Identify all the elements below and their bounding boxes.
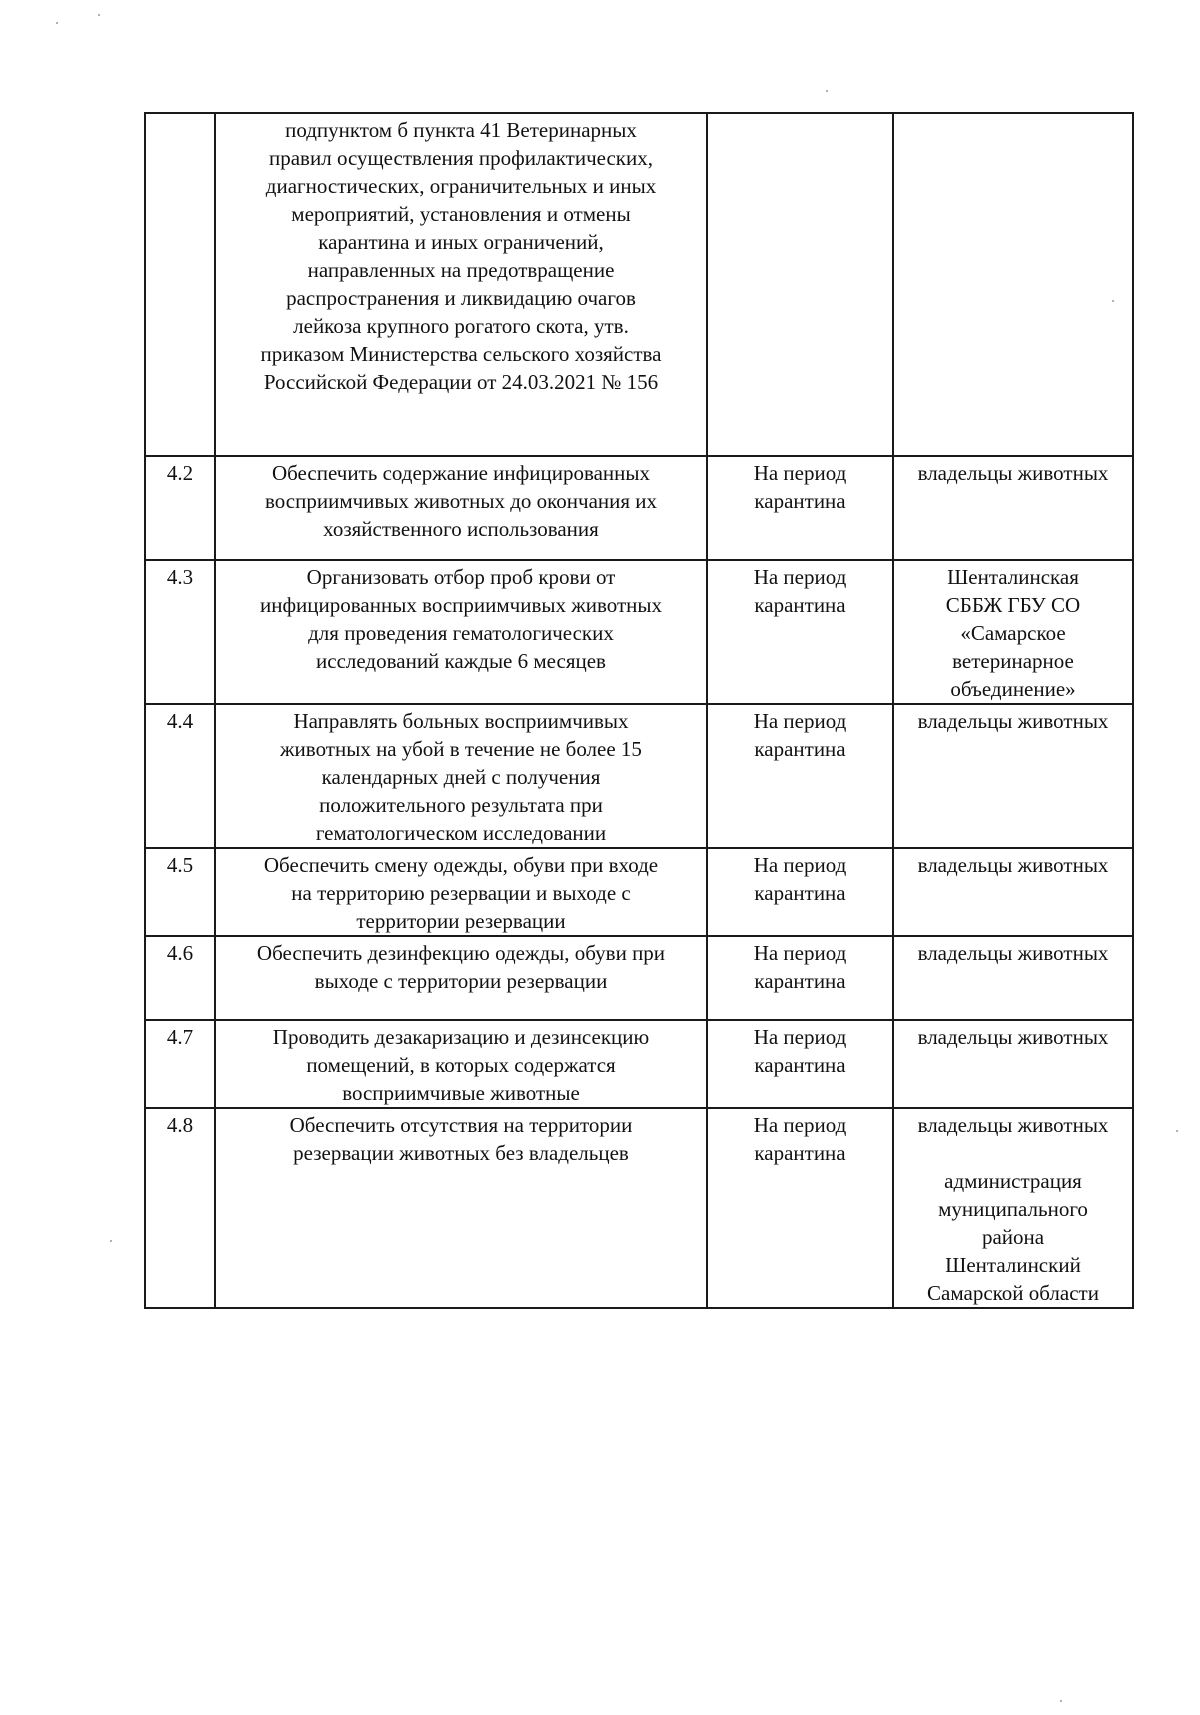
responsible-cell	[893, 1108, 1133, 1308]
term-cell-line: На период	[753, 941, 847, 965]
task-cell-line: инфицированных восприимчивых животных	[259, 593, 663, 617]
row-number	[145, 113, 215, 456]
task-cell-line: положительного результата при	[319, 793, 603, 817]
term-cell-line: карантина	[754, 489, 846, 513]
task-cell-line: на территорию резервации и выходе с	[291, 881, 631, 905]
term-cell-line: карантина	[754, 969, 846, 993]
task-cell-line: территории резервации	[356, 909, 566, 933]
responsible-cell-line: владельцы животных	[917, 853, 1109, 877]
term-cell	[707, 1020, 893, 1108]
task-cell	[215, 848, 707, 936]
responsible-cell-line: владельцы животных	[917, 1113, 1109, 1137]
responsible-cell-line: владельцы животных	[917, 461, 1109, 485]
task-cell-line: лейкоза крупного рогатого скота, утв.	[293, 314, 629, 338]
task-cell-line: правил осуществления профилактических,	[269, 146, 653, 170]
responsible-cell-line: Шенталинский	[945, 1253, 1081, 1277]
task-cell-line: помещений, в которых содержатся	[306, 1053, 616, 1077]
row-number: 4.5	[145, 848, 215, 936]
task-cell-line: исследований каждые 6 месяцев	[316, 649, 606, 673]
table-row	[145, 848, 1133, 936]
table-row	[145, 704, 1133, 848]
table-row	[145, 456, 1133, 560]
responsible-cell-line	[898, 1139, 1128, 1167]
responsible-cell	[893, 848, 1133, 936]
term-cell-line: На период	[753, 565, 847, 589]
task-cell	[215, 1020, 707, 1108]
task-cell	[215, 560, 707, 704]
responsible-cell-line: объединение»	[950, 677, 1076, 701]
task-cell-line: направленных на предотвращение	[307, 258, 615, 282]
responsible-cell	[893, 456, 1133, 560]
row-number: 4.8	[145, 1108, 215, 1308]
row-number: 4.4	[145, 704, 215, 848]
scan-speck	[1060, 1700, 1062, 1702]
task-cell-line: календарных дней с получения	[321, 765, 601, 789]
task-cell	[215, 704, 707, 848]
task-cell-line: приказом Министерства сельского хозяйства	[260, 342, 662, 366]
task-cell-line: выходе с территории резервации	[314, 969, 608, 993]
task-cell-line: животных на убой в течение не более 15	[280, 737, 642, 761]
responsible-cell-line: владельцы животных	[917, 709, 1109, 733]
responsible-cell	[893, 560, 1133, 704]
task-cell	[215, 456, 707, 560]
responsible-cell	[893, 1020, 1133, 1108]
row-number: 4.7	[145, 1020, 215, 1108]
task-cell-line: восприимчивых животных до окончания их	[264, 489, 658, 513]
responsible-cell-line: ветеринарное	[952, 649, 1074, 673]
scan-speck	[98, 14, 100, 16]
task-cell-line: Обеспечить отсутствия на территории	[289, 1113, 633, 1137]
term-cell-line: На период	[753, 853, 847, 877]
responsible-cell	[893, 113, 1133, 456]
responsible-cell-line: «Самарское	[960, 621, 1066, 645]
task-cell-line: Проводить дезакаризацию и дезинсекцию	[272, 1025, 650, 1049]
term-cell	[707, 936, 893, 1020]
task-cell	[215, 936, 707, 1020]
term-cell-line: карантина	[754, 737, 846, 761]
term-cell	[707, 1108, 893, 1308]
term-cell-line: карантина	[754, 1053, 846, 1077]
term-cell-line: карантина	[754, 593, 846, 617]
task-cell-line: мероприятий, установления и отмены	[291, 202, 631, 226]
term-cell	[707, 456, 893, 560]
responsible-cell-line: СББЖ ГБУ СО	[945, 593, 1081, 617]
table-row	[145, 560, 1133, 704]
scan-speck	[56, 22, 58, 24]
task-cell	[215, 1108, 707, 1308]
term-cell-line: На период	[753, 709, 847, 733]
responsible-cell-line: администрация	[944, 1169, 1082, 1193]
responsible-cell-line: Самарской области	[927, 1281, 1099, 1305]
scan-speck	[826, 90, 828, 92]
table-row	[145, 113, 1133, 456]
term-cell-line: На период	[753, 461, 847, 485]
term-cell-line: На период	[753, 1025, 847, 1049]
scan-speck	[1176, 1130, 1178, 1132]
task-cell-line: хозяйственного использования	[323, 517, 599, 541]
responsible-cell	[893, 704, 1133, 848]
task-cell-line: подпунктом б пункта 41 Ветеринарных	[285, 118, 637, 142]
responsible-cell-line: Шенталинская	[947, 565, 1079, 589]
task-cell	[215, 113, 707, 456]
task-cell-line: Организовать отбор проб крови от	[306, 565, 616, 589]
responsible-cell-line: муниципального	[938, 1197, 1088, 1221]
term-cell-line: карантина	[754, 881, 846, 905]
table-row	[145, 1020, 1133, 1108]
task-cell-line: резервации животных без владельцев	[293, 1141, 629, 1165]
row-number: 4.6	[145, 936, 215, 1020]
term-cell	[707, 113, 893, 456]
term-cell	[707, 704, 893, 848]
task-cell-line: Направлять больных восприимчивых	[293, 709, 629, 733]
task-cell-line: Обеспечить дезинфекцию одежды, обуви при	[256, 941, 666, 965]
task-cell-line: восприимчивые животные	[342, 1081, 580, 1105]
responsible-cell	[893, 936, 1133, 1020]
responsible-cell-line: владельцы животных	[917, 1025, 1109, 1049]
task-cell-line: карантина и иных ограничений,	[318, 230, 604, 254]
task-cell-line: Российской Федерации от 24.03.2021 № 156	[263, 370, 659, 394]
task-cell-line: распространения и ликвидацию очагов	[286, 286, 636, 310]
task-cell-line: гематологическом исследовании	[315, 821, 607, 845]
table-row	[145, 1108, 1133, 1308]
term-cell-line: На период	[753, 1113, 847, 1137]
term-cell-line: карантина	[754, 1141, 846, 1165]
term-cell	[707, 848, 893, 936]
task-cell-line: диагностических, ограничительных и иных	[265, 174, 657, 198]
task-cell-line: Обеспечить смену одежды, обуви при входе	[263, 853, 659, 877]
measures-table	[144, 112, 1134, 1309]
scan-speck	[1112, 300, 1114, 302]
responsible-cell-line: владельцы животных	[917, 941, 1109, 965]
row-number: 4.3	[145, 560, 215, 704]
table-row	[145, 936, 1133, 1020]
row-number: 4.2	[145, 456, 215, 560]
scan-speck	[110, 1240, 112, 1242]
task-cell-line: для проведения гематологических	[308, 621, 614, 645]
task-cell-line: Обеспечить содержание инфицированных	[271, 461, 651, 485]
term-cell	[707, 560, 893, 704]
responsible-cell-line: района	[981, 1225, 1045, 1249]
